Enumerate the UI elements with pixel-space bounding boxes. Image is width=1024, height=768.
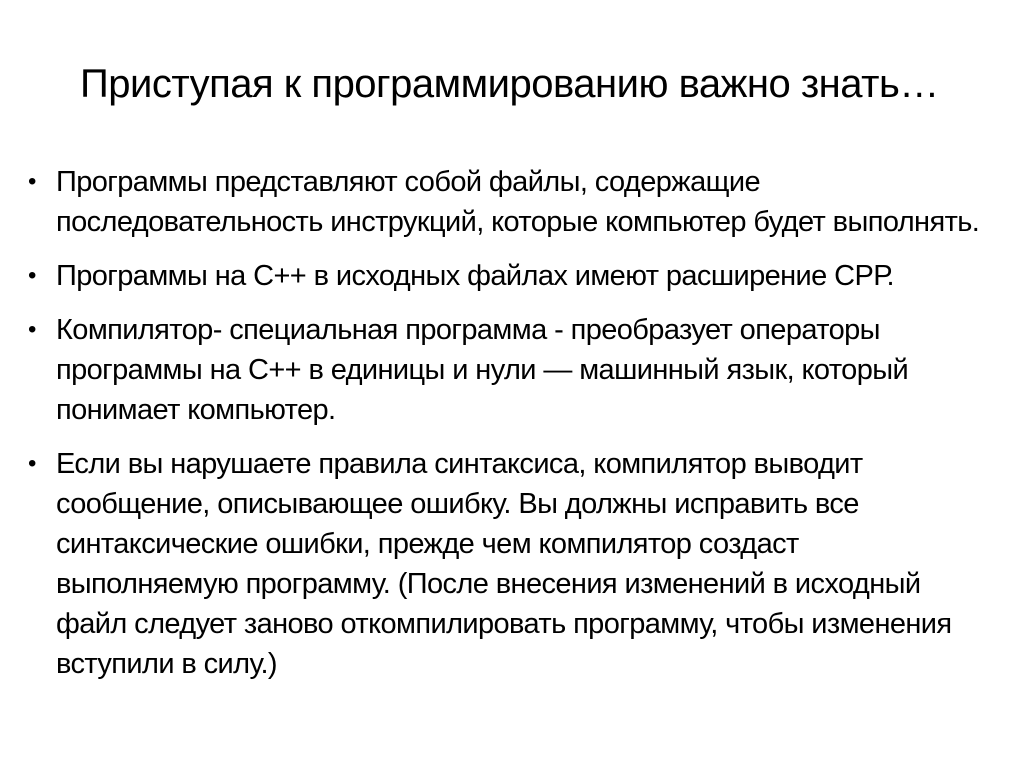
bullet-item <box>28 444 988 684</box>
bullet-text: Компилятор- специальная программа - преобразует операторы программы на С++ в единицы и нули — машинный язык, который понимает компьютер. <box>56 314 909 426</box>
bullet-text: Программы представляют собой файлы, содержащие последовательность инструкций, которые компьютер будет выполнять. <box>56 166 980 238</box>
bullet-icon: • <box>28 168 36 195</box>
bullet-item <box>28 162 988 242</box>
bullet-text: Программы на С++ в исходных файлах имеют расширение СРР. <box>56 260 894 292</box>
bullet-list <box>28 162 988 698</box>
bullet-icon: • <box>28 316 36 343</box>
bullet-item <box>28 310 988 430</box>
bullet-icon: • <box>28 262 36 289</box>
slide-title: Приступая к программированию важно знать… <box>80 62 939 106</box>
bullet-item <box>28 256 988 296</box>
bullet-text: Если вы нарушаете правила синтаксиса, компилятор выводит сообщение, описывающее ошибку. Вы должны исправить все синтаксические ошибки, прежде чем компилятор создаст выполняемую программу. (После внесения изменений в исходный файл следует заново откомпилировать программу, чтобы изменения вступили в силу.) <box>56 448 952 680</box>
bullet-icon: • <box>28 450 36 477</box>
